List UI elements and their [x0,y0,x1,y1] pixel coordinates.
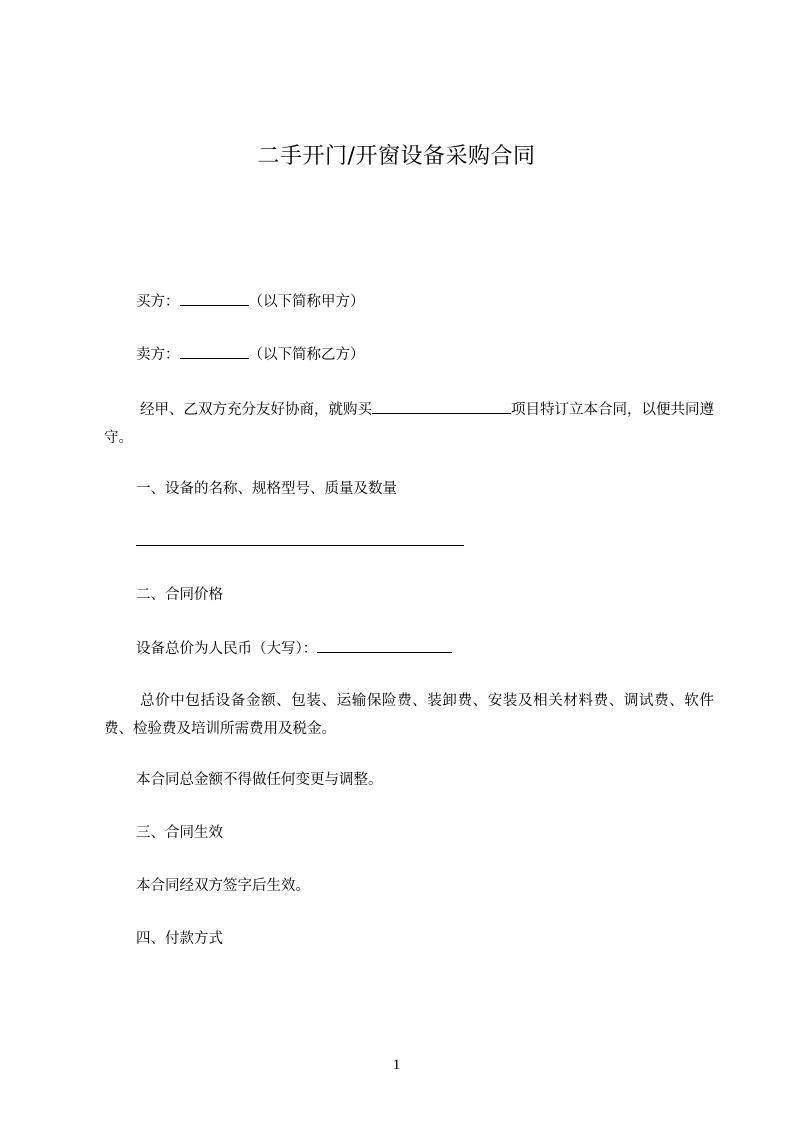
buyer-name-blank [180,290,249,306]
price-label: 设备总价为人民币（大写）： [136,641,318,657]
seller-label: 卖方： [136,347,180,363]
no-change-text: 本合同总金额不得做任何变更与调整。 [136,772,383,788]
page-number: 1 [392,1057,401,1073]
document-title: 二手开门/开窗设备采购合同 [257,144,536,169]
seller-line [136,343,365,366]
intro-text-part2: 项目特订立本合同，以便共同遵守。 [104,402,714,446]
price-blank [317,637,452,653]
price-line [136,637,452,660]
section1-heading: 一、设备的名称、规格型号、质量及数量 [136,481,397,497]
buyer-label: 买方： [136,294,180,310]
seller-name-blank [180,343,249,359]
effective-text: 本合同经双方签字后生效。 [136,878,310,894]
project-blank [372,398,511,414]
buyer-line [136,290,365,313]
equipment-blank-line [136,545,464,546]
intro-text-part1: 经甲、乙双方充分友好协商，就购买 [140,402,372,418]
buyer-suffix: （以下简称甲方） [248,294,365,310]
intro-paragraph [104,396,714,452]
seller-suffix: （以下简称乙方） [248,347,365,363]
section3-heading: 三、合同生效 [136,825,223,841]
price-includes-paragraph: 总价中包括设备金额、包装、运输保险费、装卸费、安装及相关材料费、调试费、软件费、检验费及培训所需费用及税金。 [104,693,714,737]
section2-heading: 二、合同价格 [136,587,223,603]
section4-heading: 四、付款方式 [136,931,223,947]
